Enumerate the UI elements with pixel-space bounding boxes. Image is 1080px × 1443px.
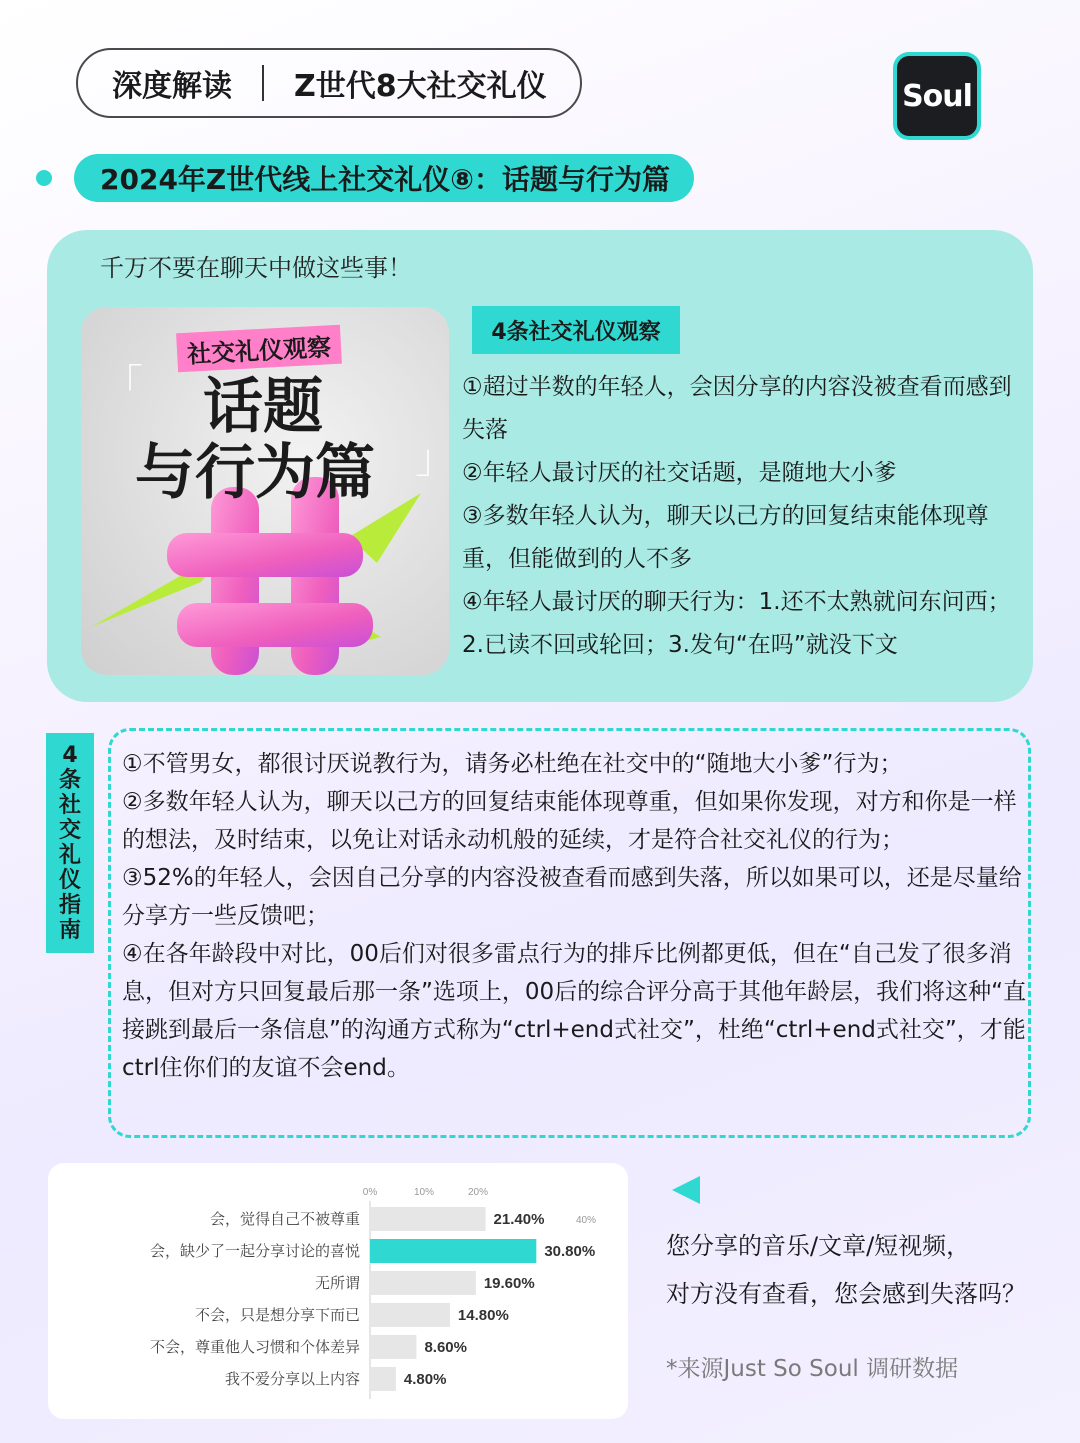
survey-bar-chart — [48, 1163, 628, 1419]
observations-list — [462, 366, 1022, 667]
chart-value-label: 8.60% — [424, 1339, 467, 1356]
survey-question — [666, 1222, 1026, 1318]
chart-value-label: 14.80% — [457, 1307, 509, 1324]
bullet-dot — [36, 170, 52, 186]
survey-chart-card — [48, 1163, 628, 1419]
arrow-left-icon — [672, 1176, 700, 1204]
chart-tick-label: 10% — [413, 1187, 435, 1198]
card-intro-text: 千万不要在聊天中做这些事！ — [100, 254, 412, 282]
guide-side-char: 礼 — [58, 843, 81, 868]
guide-item: ①不管男女，都很讨厌说教行为，请务必杜绝在社交中的“随地大小爹”行为； — [122, 751, 903, 777]
guide-side-char: 指 — [58, 893, 81, 918]
question-line: 您分享的音乐/文章/短视频， — [666, 1232, 971, 1260]
guide-side-char: 仪 — [58, 868, 81, 893]
chart-category-label: 会，觉得自己不被尊重 — [209, 1210, 360, 1228]
section-subtitle: 2024年Z世代线上社交礼仪⑧：话题与行为篇 — [74, 154, 694, 202]
guide-side-char: 南 — [58, 918, 81, 943]
header-divider — [262, 65, 264, 101]
data-source-note: *来源Just So Soul 调研数据 — [666, 1356, 959, 1382]
chart-category-label: 我不爱分享以上内容 — [224, 1370, 360, 1388]
chart-bar — [370, 1239, 536, 1263]
observations-title: 4条社交礼仪观察 — [472, 306, 680, 354]
header-title-pill — [76, 48, 582, 118]
soul-app-icon — [893, 52, 981, 140]
guide-side-char: 社 — [58, 793, 81, 818]
chart-bar — [370, 1303, 450, 1327]
chart-value-label: 19.60% — [483, 1275, 535, 1292]
header-right-title: Z世代8大社交礼仪 — [294, 69, 547, 104]
chart-category-label: 无所谓 — [314, 1274, 360, 1292]
header-left-title: 深度解读 — [112, 69, 232, 104]
guide-side-label — [46, 733, 94, 953]
chart-tick-label: 40% — [575, 1215, 597, 1226]
cover-bracket-left: 「 — [103, 362, 143, 408]
guide-item: ④在各年龄段中对比，00后们对很多雷点行为的排斥比例都更低，但在“自己发了很多消息，但对方只回复最后那一条”选项上，00后的综合评分高于其他年龄层，我们将这种“直接跳到最后一条信息”的沟通方式称为“ctrl+end式社交”，杜绝“ctrl+end式社交”，才能ctrl住你们的友谊不会end。 — [122, 941, 1027, 1081]
chart-tick-label: 20% — [467, 1187, 489, 1198]
chart-value-label: 4.80% — [403, 1371, 447, 1388]
guide-item: ③52%的年轻人，会因自己分享的内容没被查看而感到失落，所以如果可以，还是尽量给分享方一些反馈吧； — [122, 865, 1022, 929]
chart-bar — [370, 1367, 396, 1391]
observation-item: ④年轻人最讨厌的聊天行为：1.还不太熟就问东问西；2.已读不回或轮回；3.发句“在吗”就没下文 — [462, 589, 1011, 658]
chart-category-label: 不会，尊重他人习惯和个体差异 — [149, 1338, 360, 1356]
chart-value-label: 30.80% — [544, 1243, 596, 1260]
chart-bar — [370, 1207, 486, 1231]
soul-logo-text: Soul — [897, 56, 977, 136]
observation-item: ③多数年轻人认为，聊天以己方的回复结束能体现尊重，但能做到的人不多 — [462, 503, 989, 572]
chart-tick-label: 0% — [362, 1187, 378, 1198]
observation-item: ①超过半数的年轻人，会因分享的内容没被查看而感到失落 — [462, 374, 1012, 443]
observation-item: ②年轻人最讨厌的社交话题，是随地大小爹 — [462, 460, 897, 486]
cover-image — [81, 307, 455, 675]
question-line: 对方没有查看，您会感到失落吗？ — [666, 1280, 1026, 1308]
cover-title-line1: 话题 — [203, 372, 323, 442]
guide-item: ②多数年轻人认为，聊天以己方的回复结束能体现尊重，但如果你发现，对方和你是一样的想法，及时结束，以免让对话永动机般的延续，才是符合社交礼仪的行为； — [122, 789, 1017, 853]
guide-side-char: 条 — [58, 768, 81, 793]
chart-category-label: 会，缺少了一起分享讨论的喜悦 — [149, 1242, 360, 1260]
chart-value-label: 21.40% — [493, 1211, 545, 1228]
chart-bar — [370, 1335, 416, 1359]
cover-tag: 社交礼仪观察 — [176, 325, 342, 373]
chart-bar — [370, 1271, 476, 1295]
cover-title-line2: 与行为篇 — [135, 438, 375, 508]
guide-side-char: 交 — [58, 818, 81, 843]
guide-list — [122, 745, 1032, 1087]
chart-category-label: 不会，只是想分享下而已 — [194, 1306, 360, 1324]
guide-side-char: 4 — [62, 743, 78, 768]
cover-bracket-right: 」 — [415, 436, 455, 482]
